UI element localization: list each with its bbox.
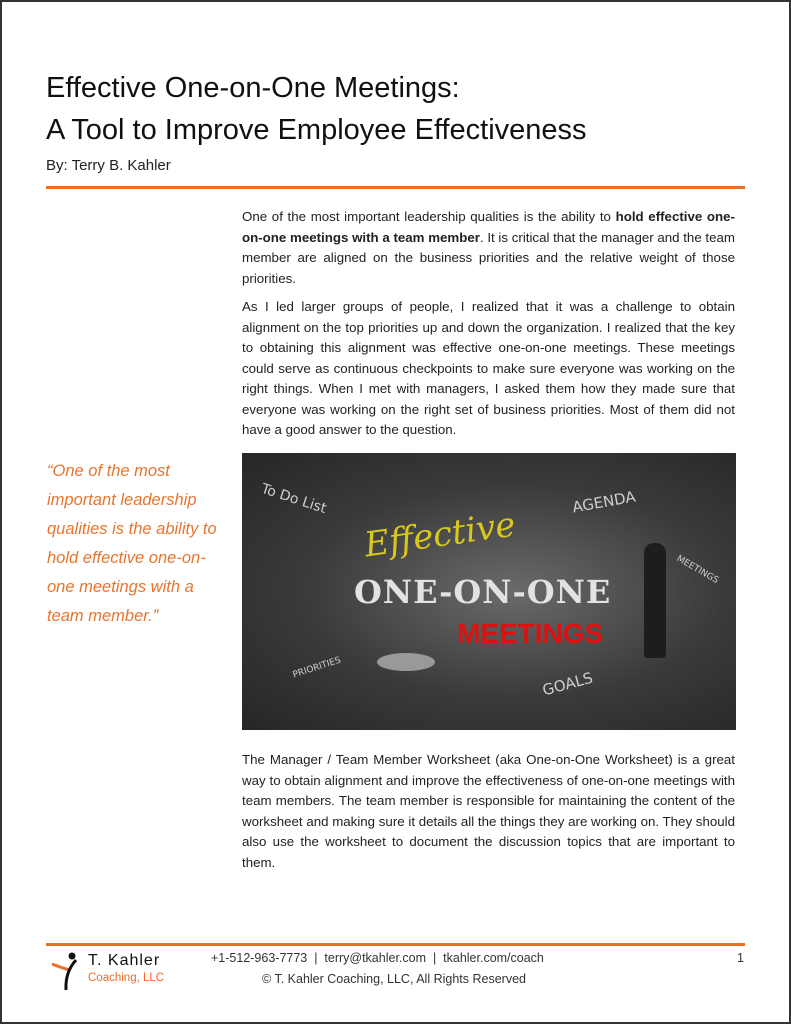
logo-name: T. Kahler [88, 952, 161, 969]
silhouette-figure [644, 543, 666, 658]
footer-contact: +1-512-963-7773 | terry@tkahler.com | tkahler.com/coach [211, 951, 544, 965]
intro-text [242, 207, 735, 449]
pull-quote: “One of the most important leadership qualities is the ability to hold effective one-on-one meetings with a team member.” [47, 462, 217, 625]
image-effective: Effective [361, 504, 518, 566]
footer-copyright: © T. Kahler Coaching, LLC, All Rights Reserved [262, 972, 526, 986]
paragraph-3: The Manager / Team Member Worksheet (aka One-on-One Worksheet) is a great way to obtain alignment and improve the effectiveness of one-on-one meetings with team members. The team member is responsible for maintaining the content of the worksheet and making sure it details all the things they are working on. They should also use the worksheet to document the discussion topics that are important to them. [242, 752, 735, 870]
worksheet-text [242, 750, 735, 881]
page-number: 1 [737, 951, 744, 965]
byline: By: Terry B. Kahler [46, 157, 171, 174]
image-meetings: MEETINGS [457, 618, 604, 649]
paragraph-2: As I led larger groups of people, I realized that it was a challenge to obtain alignment on the top priorities up and down the organization. I realized that the key to obtaining this alignment was effective one-on-one meetings. These meetings could serve as continuous checkpoints to make sure everyone was working on the right things. When I met with managers, I asked them how they made sure that everyone was working on the right set of business priorities. Most of them did not have a good answer to the question. [242, 299, 735, 437]
image-todo: To Do List [259, 480, 329, 518]
image-meetings-small: MEETINGS [674, 553, 721, 587]
one-on-one-meetings-image [242, 453, 736, 730]
logo-figure-icon [50, 950, 86, 992]
image-one-on-one: ONE-ON-ONE [354, 573, 612, 611]
table-figure [377, 653, 435, 671]
para1-bold: hold effective one-on-one meetings with a team member [242, 209, 735, 245]
image-priorities: PRIORITIES [291, 655, 343, 681]
header-rule [46, 186, 745, 189]
title-line-2: A Tool to Improve Employee Effectiveness [46, 114, 587, 146]
logo-subtitle: Coaching, LLC [88, 972, 165, 984]
title-line-1: Effective One-on-One Meetings: [46, 72, 460, 104]
para1-text-end: . It is critical that the manager and the team member are aligned on the business priorities and the relative weight of those priorities. [242, 229, 735, 286]
footer-rule [46, 943, 745, 946]
image-goals: GOALS [540, 668, 595, 700]
logo [50, 950, 180, 992]
para1-text: One of the most important leadership qualities is the ability to [242, 209, 616, 224]
paragraph-1 [242, 207, 735, 289]
image-agenda: AGENDA [570, 487, 637, 517]
